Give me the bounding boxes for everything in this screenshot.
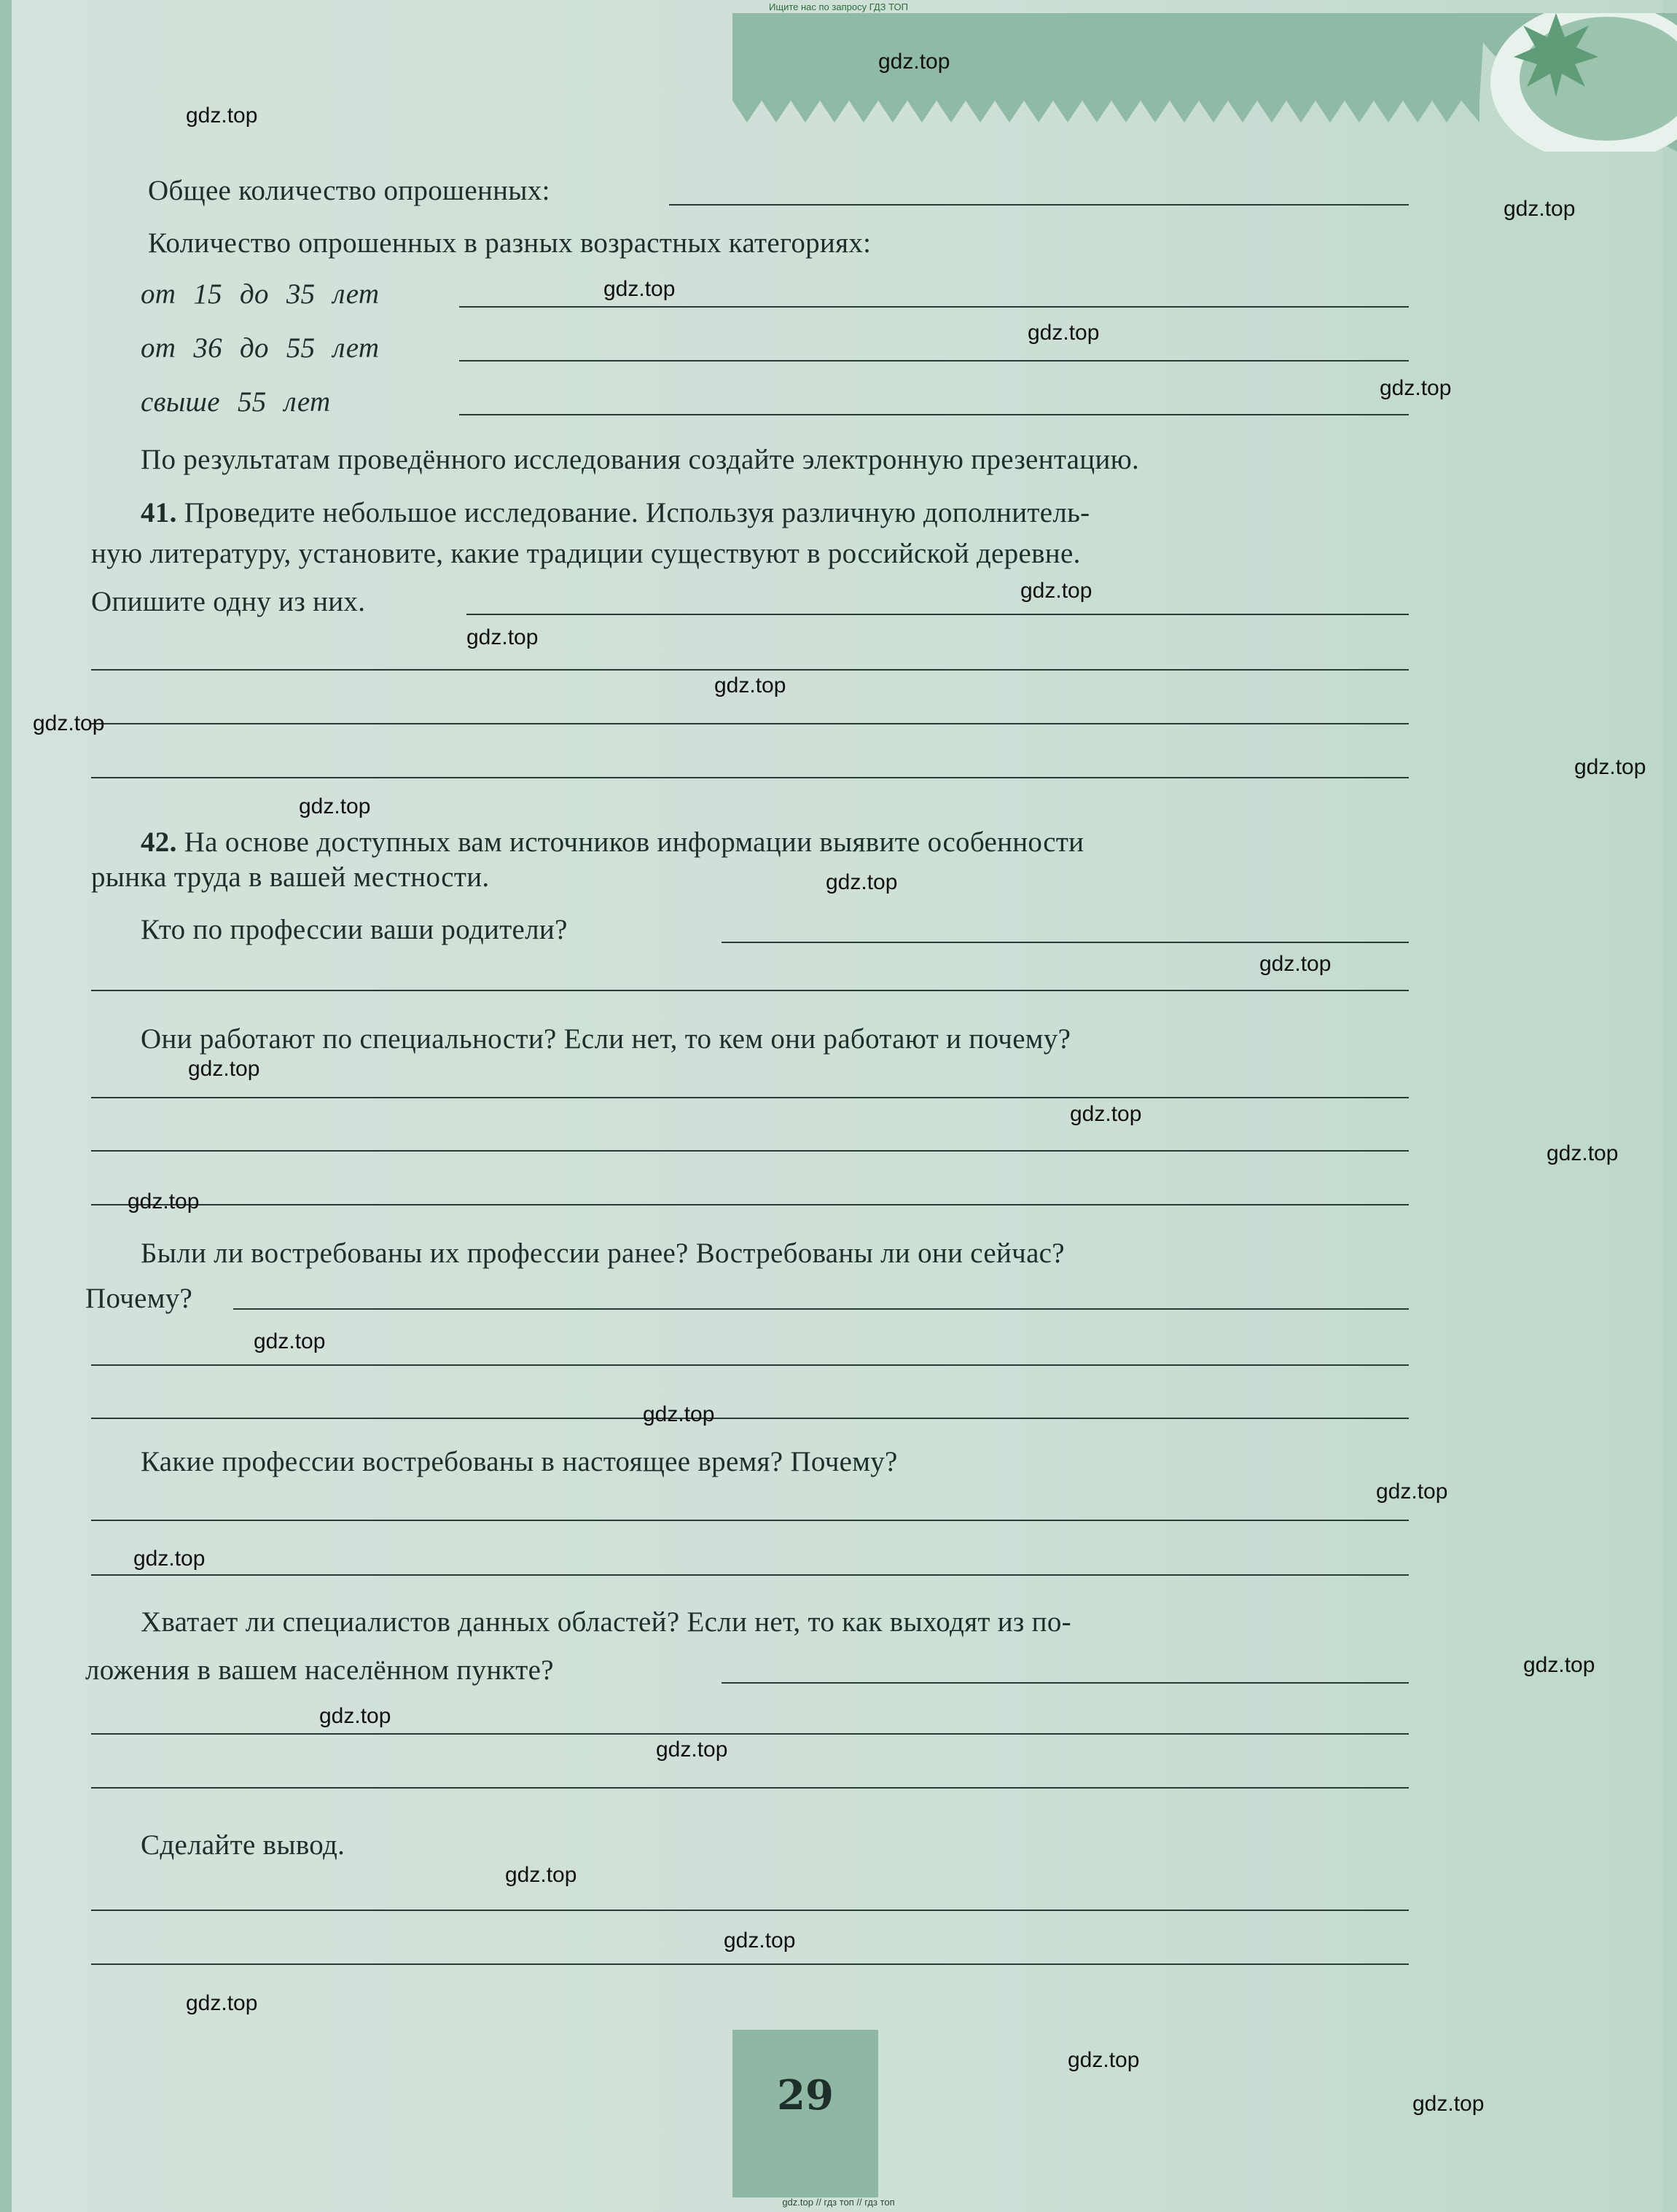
age-group-36-55: от 36 до 55 лет xyxy=(141,332,380,364)
question-work-by-specialty: Они работают по специальности? Если нет, то кем они работают и почему? xyxy=(141,1023,1071,1055)
task-42-line-1: 42. На основе доступных вам источников информации выявите особенности xyxy=(141,826,1084,858)
answer-line xyxy=(91,669,1409,671)
page-left-edge xyxy=(0,0,12,2212)
watermark: gdz.top xyxy=(1068,2048,1140,2072)
answer-line xyxy=(91,1364,1409,1366)
watermark: gdz.top xyxy=(714,673,786,697)
watermark: gdz.top xyxy=(1028,321,1100,345)
watermark: gdz.top xyxy=(254,1329,326,1353)
watermark: gdz.top xyxy=(1412,2092,1485,2116)
question-demand-line-2: Почему? xyxy=(85,1283,193,1314)
answer-line xyxy=(91,1733,1409,1735)
age-group-over-55: свыше 55 лет xyxy=(141,386,331,418)
top-note: Ищите нас по запросу ГДЗ ТОП xyxy=(769,1,908,12)
task-41-line-2: ную литературу, установите, какие традиции существуют в российской деревне. xyxy=(91,538,1081,569)
question-specialists-line-1: Хватает ли специалистов данных областей? Если нет, то как выходят из по- xyxy=(141,1606,1071,1638)
question-parents-profession: Кто по профессии ваши родители? xyxy=(141,914,568,945)
watermark: gdz.top xyxy=(1380,376,1452,400)
watermark: gdz.top xyxy=(188,1057,260,1081)
watermark: gdz.top xyxy=(826,870,898,894)
age-group-15-35: от 15 до 35 лет xyxy=(141,278,380,310)
watermark: gdz.top xyxy=(186,1991,258,2015)
task-42-line-2: рынка труда в вашей местности. xyxy=(91,861,490,893)
answer-line xyxy=(91,990,1409,991)
answer-line xyxy=(233,1308,1409,1310)
header-decoration xyxy=(732,13,1677,152)
age-groups-title: Количество опрошенных в разных возрастных категориях: xyxy=(148,227,872,259)
answer-line xyxy=(91,1910,1409,1911)
answer-line xyxy=(722,942,1409,943)
answer-line xyxy=(91,1963,1409,1965)
task-41-line-1: 41. Проведите небольшое исследование. Используя различную дополнитель- xyxy=(141,497,1090,528)
watermark: gdz.top xyxy=(1523,1653,1595,1677)
question-current-demand: Какие профессии востребованы в настоящее время? Почему? xyxy=(141,1446,898,1477)
page-right-edge xyxy=(1662,0,1677,2212)
watermark: gdz.top xyxy=(656,1738,728,1762)
answer-line xyxy=(459,414,1409,415)
answer-line xyxy=(91,1150,1409,1152)
answer-line xyxy=(669,204,1409,206)
page-number: 29 xyxy=(777,2071,834,2119)
watermark: gdz.top xyxy=(33,711,105,735)
conclusion-instruction: Сделайте вывод. xyxy=(141,1829,345,1861)
question-demand-line-1: Были ли востребованы их профессии ранее? Востребованы ли они сейчас? xyxy=(141,1238,1065,1269)
watermark: gdz.top xyxy=(319,1704,391,1728)
answer-line xyxy=(722,1682,1409,1684)
watermark: gdz.top xyxy=(505,1863,577,1887)
task-41-line-3: Опишите одну из них. xyxy=(91,586,366,617)
question-specialists-line-2: ложения в вашем населённом пункте? xyxy=(85,1654,554,1686)
watermark: gdz.top xyxy=(643,1402,715,1426)
answer-line xyxy=(91,1418,1409,1419)
task-41-number: 41. xyxy=(141,497,177,528)
answer-line xyxy=(91,1097,1409,1098)
answer-line xyxy=(459,306,1409,308)
watermark: gdz.top xyxy=(128,1189,200,1214)
watermark: gdz.top xyxy=(878,50,950,74)
answer-line xyxy=(91,1204,1409,1205)
watermark: gdz.top xyxy=(186,103,258,128)
presentation-instruction: По результатам проведённого исследования создайте электронную презентацию. xyxy=(141,444,1140,475)
task-42-number: 42. xyxy=(141,826,177,858)
watermark: gdz.top xyxy=(724,1928,796,1953)
watermark: gdz.top xyxy=(1504,197,1576,221)
answer-line xyxy=(459,360,1409,361)
watermark: gdz.top xyxy=(1020,579,1092,603)
watermark: gdz.top xyxy=(1574,755,1646,779)
watermark: gdz.top xyxy=(1259,952,1332,976)
answer-line xyxy=(91,1520,1409,1521)
total-respondents-label: Общее количество опрошенных: xyxy=(148,175,550,206)
answer-line xyxy=(91,723,1409,724)
answer-line xyxy=(91,1574,1409,1576)
answer-line xyxy=(91,1787,1409,1789)
watermark: gdz.top xyxy=(603,277,676,301)
watermark: gdz.top xyxy=(466,625,539,649)
answer-line xyxy=(466,614,1409,615)
watermark: gdz.top xyxy=(1547,1141,1619,1165)
bottom-note: gdz.top // гдз топ // гдз топ xyxy=(782,2197,895,2208)
answer-line xyxy=(91,777,1409,778)
watermark: gdz.top xyxy=(133,1547,206,1571)
watermark: gdz.top xyxy=(1070,1102,1142,1126)
watermark: gdz.top xyxy=(299,794,371,818)
watermark: gdz.top xyxy=(1376,1480,1448,1504)
